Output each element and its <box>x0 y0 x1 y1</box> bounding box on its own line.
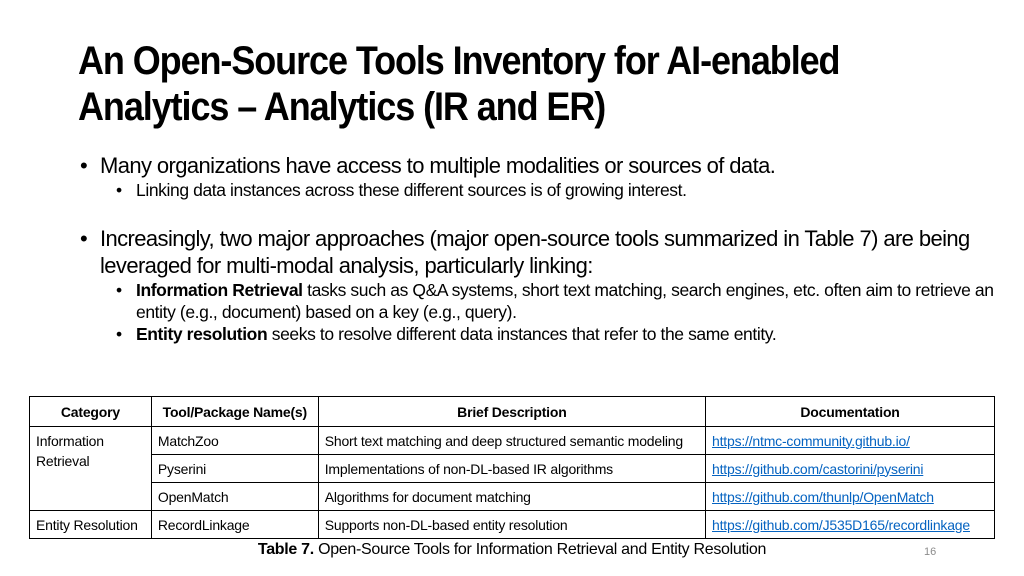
description-cell: Short text matching and deep structured semantic modeling <box>318 427 705 455</box>
sub-bullet-information-retrieval <box>78 279 1008 323</box>
er-description: seeks to resolve different data instances that refer to the same entity. <box>267 324 777 344</box>
bullet-list <box>78 152 1008 345</box>
table-header-row <box>30 397 995 427</box>
description-cell: Supports non-DL-based entity resolution <box>318 511 705 539</box>
sub-bullet-linking: • Linking data instances across these different sources is of growing interest. <box>78 179 1008 201</box>
caption-text: Open-Source Tools for Information Retrieval and Entity Resolution <box>313 541 767 558</box>
documentation-link[interactable]: https://github.com/J535D165/recordlinkage <box>712 516 970 533</box>
table-caption <box>0 541 1024 559</box>
ir-description: tasks such as Q&A systems, short text matching, search engines, etc. often aim to retrieve an entity (e.g., document) based on a key (e.g., query). <box>136 280 994 322</box>
tool-cell: OpenMatch <box>151 483 318 511</box>
description-cell: Algorithms for document matching <box>318 483 705 511</box>
table-row <box>30 511 995 539</box>
category-cell: Information Retrieval <box>30 427 152 511</box>
bullet-modalities: • Many organizations have access to multiple modalities or sources of data. <box>78 152 1008 179</box>
header-category: Category <box>30 397 152 427</box>
documentation-link[interactable]: https://github.com/thunlp/OpenMatch <box>712 488 934 505</box>
page-number: 16 <box>924 546 937 558</box>
documentation-cell <box>706 483 995 511</box>
table-row <box>30 455 995 483</box>
documentation-cell <box>706 427 995 455</box>
caption-label: Table 7. <box>257 541 314 558</box>
tools-table <box>29 396 995 539</box>
bullet-approaches: • Increasingly, two major approaches (major open-source tools summarized in Table 7) are being leveraged for multi-modal analysis, particularly linking: <box>78 225 1008 279</box>
documentation-cell <box>706 455 995 483</box>
header-documentation: Documentation <box>706 397 995 427</box>
header-description: Brief Description <box>318 397 705 427</box>
tool-cell: Pyserini <box>151 455 318 483</box>
tool-cell: RecordLinkage <box>151 511 318 539</box>
table-row <box>30 483 995 511</box>
slide-title: An Open-Source Tools Inventory for AI-enabled Analytics – Analytics (IR and ER) <box>78 39 840 129</box>
category-cell: Entity Resolution <box>30 511 152 539</box>
table-row <box>30 427 995 455</box>
documentation-link[interactable]: https://github.com/castorini/pyserini <box>712 460 924 477</box>
ir-term: Information Retrieval <box>136 280 303 300</box>
tool-cell: MatchZoo <box>151 427 318 455</box>
sub-bullet-entity-resolution <box>78 323 1008 345</box>
description-cell: Implementations of non-DL-based IR algorithms <box>318 455 705 483</box>
documentation-cell <box>706 511 995 539</box>
er-term: Entity resolution <box>136 324 268 344</box>
documentation-link[interactable]: https://ntmc-community.github.io/ <box>712 432 910 449</box>
header-tool: Tool/Package Name(s) <box>151 397 318 427</box>
